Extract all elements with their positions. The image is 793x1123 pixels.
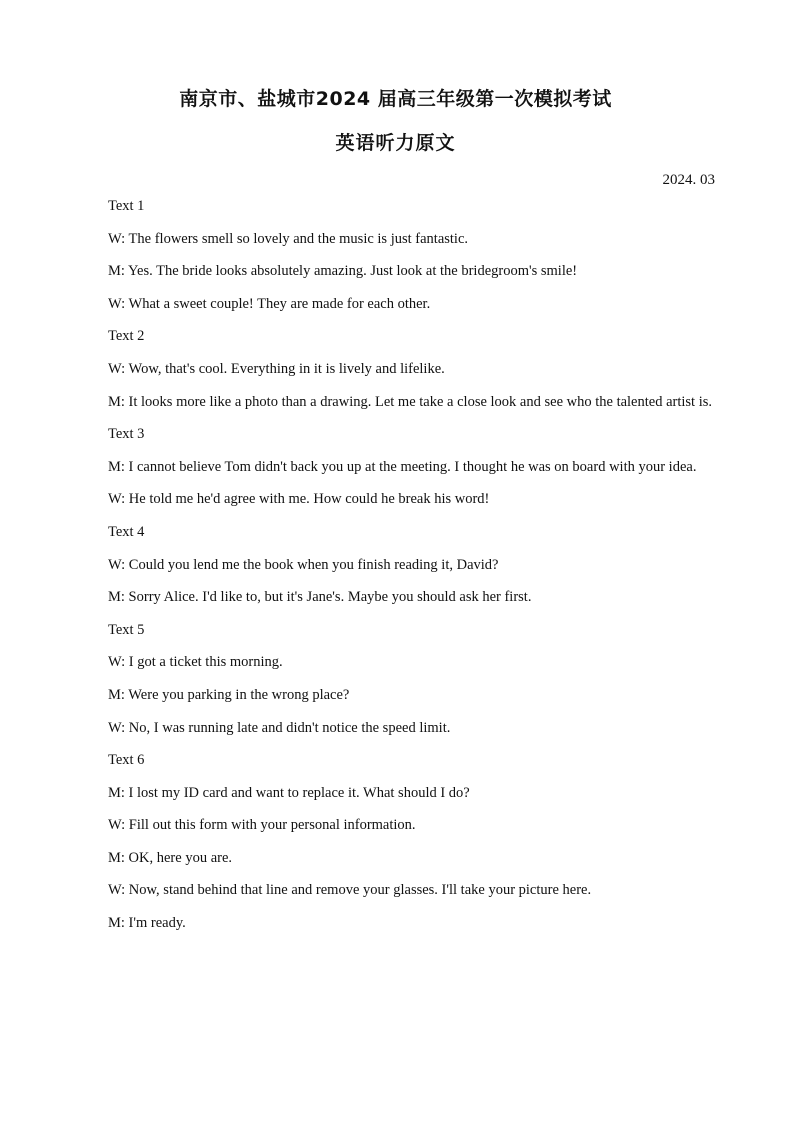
dialogue-line: M: I lost my ID card and want to replace it. What should I do? <box>108 784 470 801</box>
dialogue-line: M: I cannot believe Tom didn't back you up at the meeting. I thought he was on board with your idea. <box>108 458 697 475</box>
dialogue-line: W: I got a ticket this morning. <box>108 654 283 671</box>
dialogue-line: W: No, I was running late and didn't notice the speed limit. <box>108 719 451 736</box>
dialogue-line: M: It looks more like a photo than a drawing. Let me take a close look and see who the talented artist is. <box>108 393 713 410</box>
dialogue-line: M: I'm ready. <box>108 915 186 932</box>
section-heading: Text 6 <box>108 752 145 769</box>
section-heading: Text 2 <box>108 328 145 345</box>
dialogue-line: W: What a sweet couple! They are made for each other. <box>108 295 431 312</box>
section-heading: Text 5 <box>108 621 145 638</box>
dialogue-line: M: Sorry Alice. I'd like to, but it's Jane's. Maybe you should ask her first. <box>108 589 532 606</box>
section-heading: Text 1 <box>108 198 145 214</box>
transcript-body <box>76 190 715 940</box>
dialogue-line: W: The flowers smell so lovely and the music is just fantastic. <box>108 230 469 247</box>
dialogue-line: W: Could you lend me the book when you finish reading it, David? <box>108 556 499 573</box>
dialogue-line: M: Yes. The bride looks absolutely amazing. Just look at the bridegroom's smile! <box>108 263 578 280</box>
dialogue-line: W: Fill out this form with your personal information. <box>108 817 416 834</box>
document-subtitle: 英语听力原文 <box>335 132 456 154</box>
section-heading: Text 3 <box>108 426 145 443</box>
dialogue-line: W: He told me he'd agree with me. How could he break his word! <box>108 491 490 508</box>
dialogue-line: M: Were you parking in the wrong place? <box>108 686 350 703</box>
section-heading: Text 4 <box>108 523 145 540</box>
document-date: 2024. 03 <box>662 172 715 188</box>
document-title: 南京市、盐城市2024 届高三年级第一次模拟考试 <box>179 88 612 110</box>
dialogue-line: W: Now, stand behind that line and remove your glasses. I'll take your picture here. <box>108 882 592 899</box>
dialogue-line: W: Wow, that's cool. Everything in it is lively and lifelike. <box>108 360 445 377</box>
dialogue-line: M: OK, here you are. <box>108 849 233 866</box>
